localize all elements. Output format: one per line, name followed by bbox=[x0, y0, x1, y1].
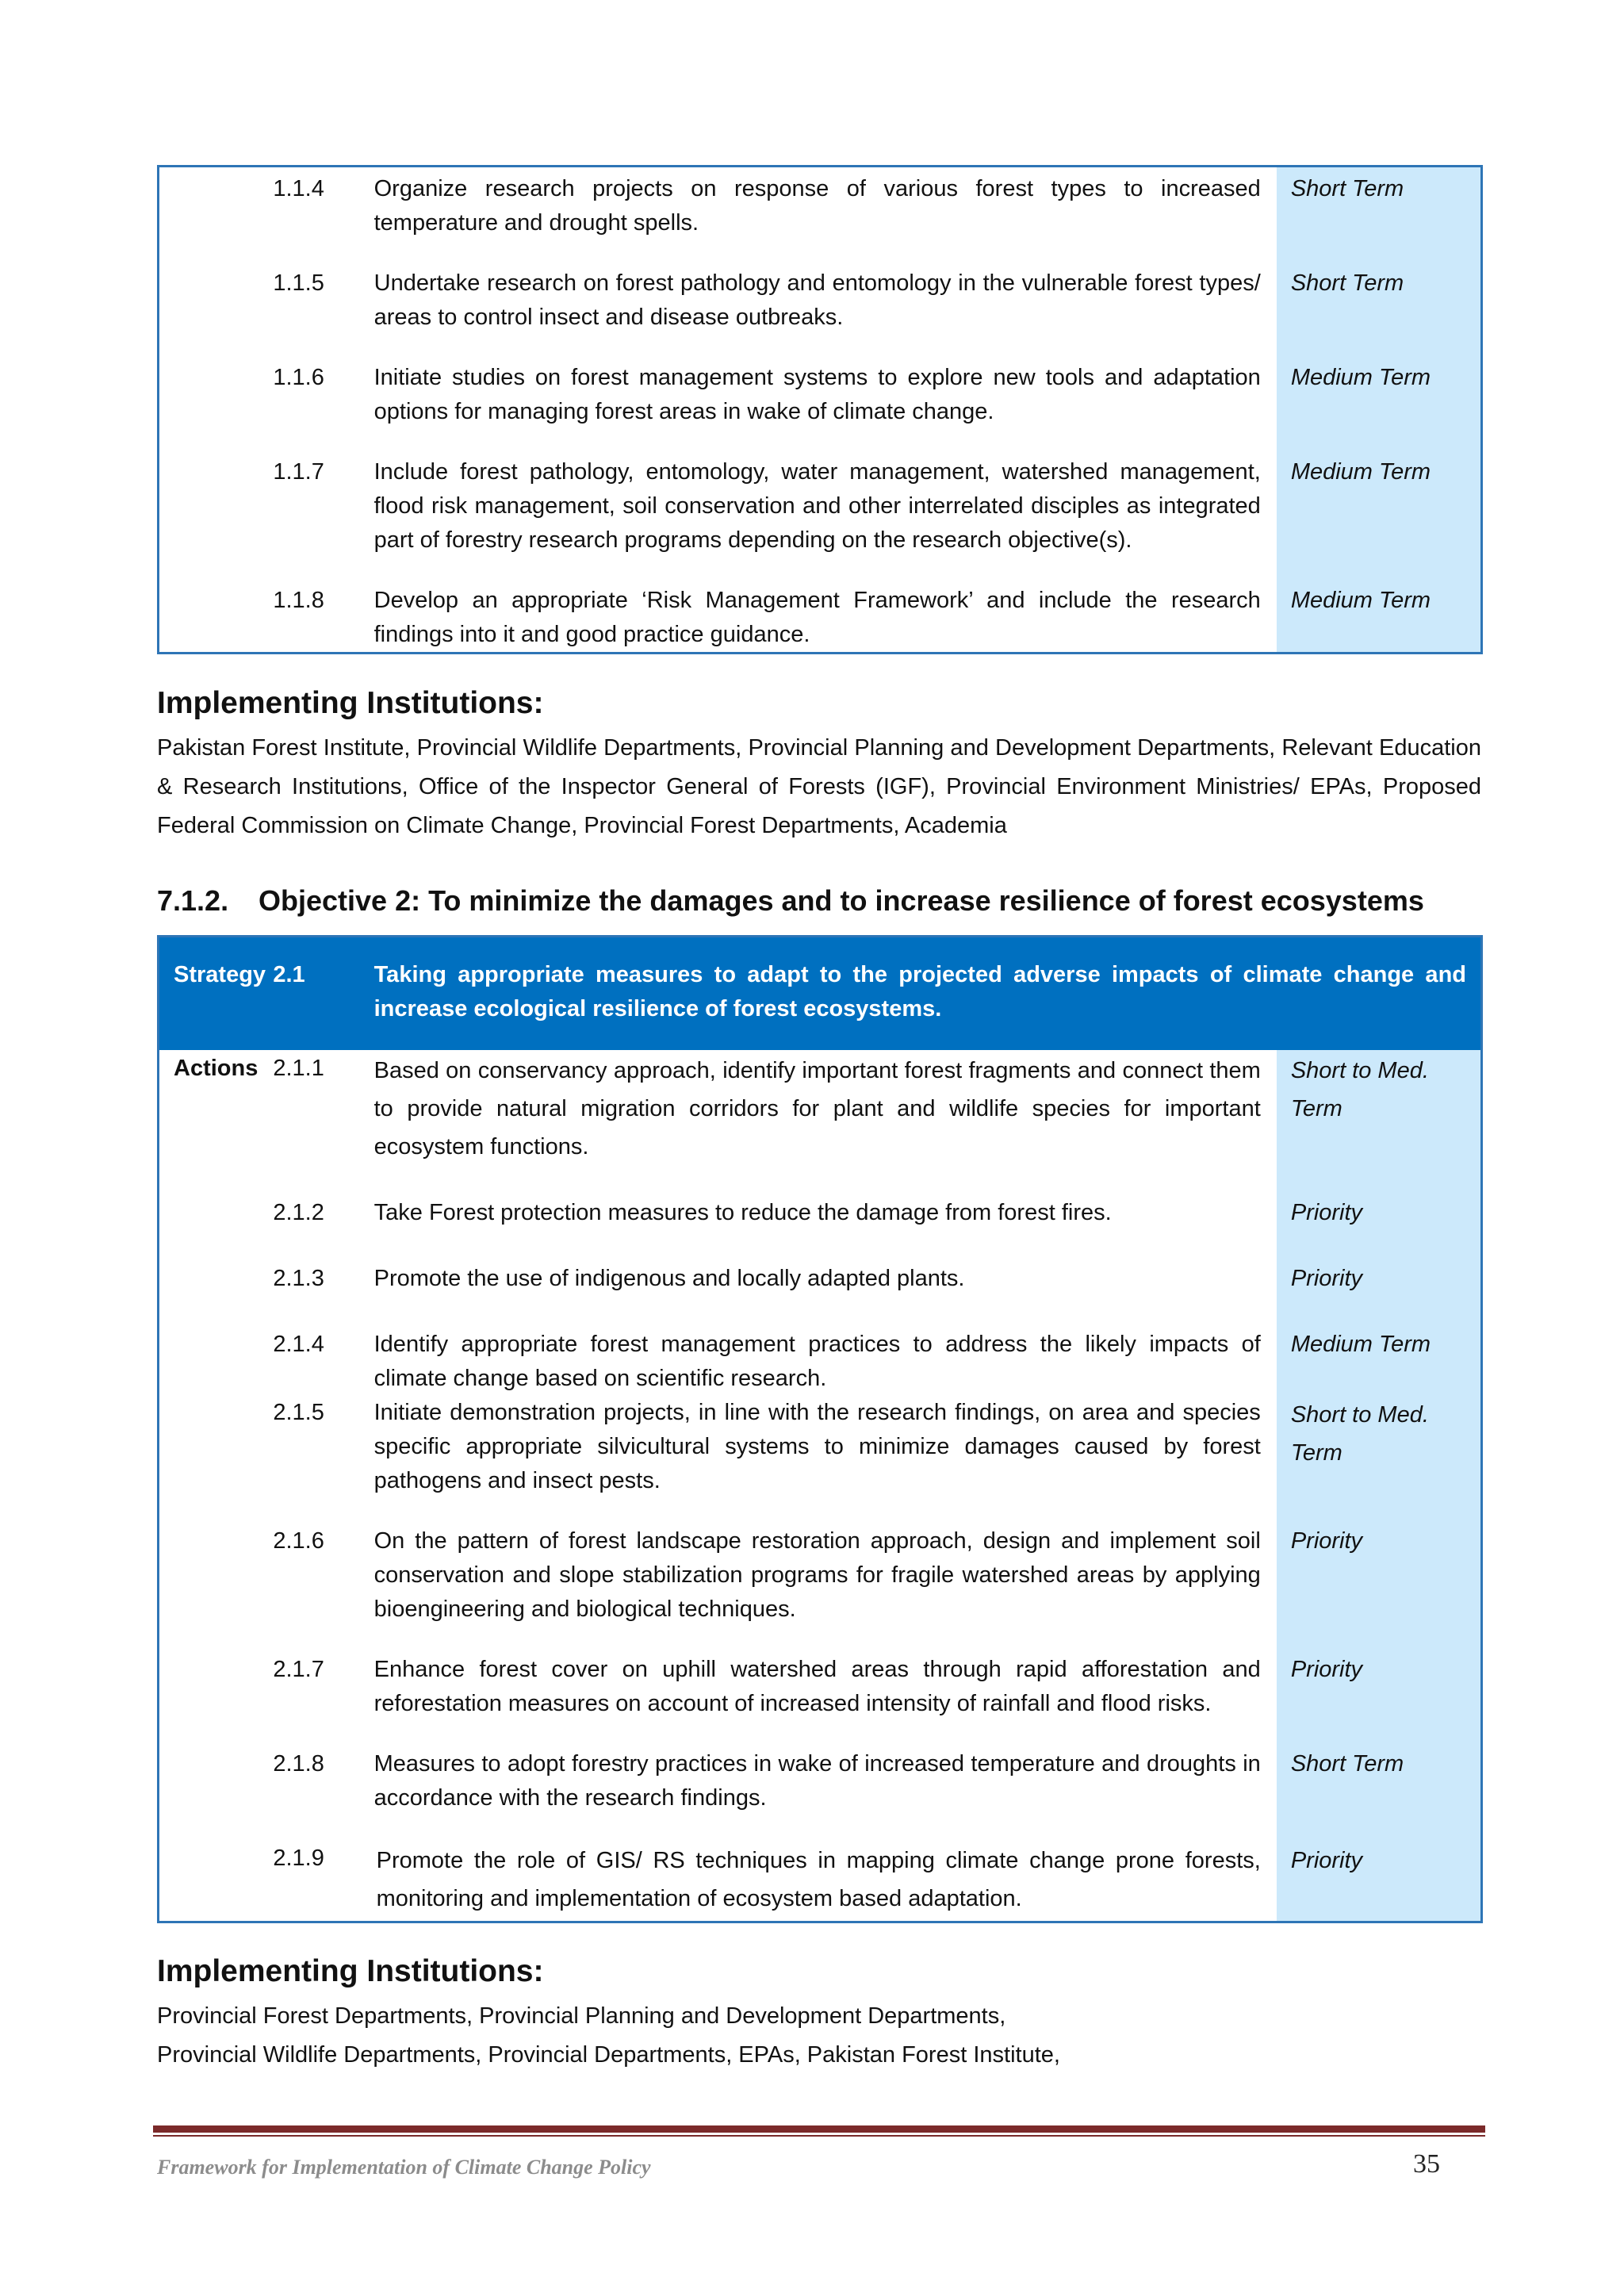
strategy-label: Strategy bbox=[159, 937, 274, 1051]
action-term: Short Term bbox=[1277, 266, 1482, 361]
institutions-line-2: Provincial Wildlife Departments, Provincial Departments, EPAs, Pakistan Forest Institute, bbox=[157, 2042, 1060, 2068]
page-number: 35 bbox=[1413, 2149, 1440, 2179]
action-number: 2.1.1 bbox=[273, 1056, 324, 1081]
action-number: 1.1.5 bbox=[273, 270, 324, 296]
action-number: 2.1.7 bbox=[273, 1657, 324, 1682]
action-term: Medium Term bbox=[1277, 361, 1482, 455]
action-term: Medium Term bbox=[1277, 1328, 1482, 1396]
action-term: Short to Med. Term bbox=[1277, 1396, 1482, 1524]
actions-table-objective-1 bbox=[157, 165, 1483, 654]
action-text: Develop an appropriate ‘Risk Management Framework’ and include the research findings into it and good practice guidance. bbox=[373, 588, 1261, 647]
strategy-actions-table-objective-2 bbox=[157, 935, 1483, 1923]
action-number: 1.1.6 bbox=[273, 365, 324, 390]
action-term: Priority bbox=[1277, 1524, 1482, 1653]
table-row bbox=[159, 1328, 1482, 1396]
objective-number: 7.1.2. bbox=[157, 884, 229, 917]
table-row bbox=[159, 455, 1482, 584]
action-text: Initiate studies on forest management systems to explore new tools and adaptation options for managing forest areas in wake of climate change. bbox=[373, 365, 1261, 424]
action-text: Identify appropriate forest management practices to address the likely impacts of climate change based on scientific research. bbox=[373, 1332, 1261, 1391]
footer-divider bbox=[153, 2125, 1485, 2133]
objective-title: Objective 2: To minimize the damages and to increase resilience of forest ecosystems bbox=[259, 884, 1424, 917]
implementing-institutions-text: Pakistan Forest Institute, Provincial Wildlife Departments, Provincial Planning and Development Departments, Relevant Education & Research Institutions, Office of the Inspector General of Forests (IGF), Provincial Environment Ministries/ EPAs, Proposed Federal Commission on Climate Change, Provincial Forest Departments, Academia bbox=[157, 735, 1481, 838]
implementing-institutions-heading: Implementing Institutions: bbox=[157, 686, 544, 720]
table-row bbox=[159, 1653, 1482, 1747]
table-row bbox=[159, 1050, 1482, 1196]
implementing-institutions-text-2 bbox=[157, 1997, 1481, 2075]
table-row bbox=[159, 584, 1482, 654]
action-term: Medium Term bbox=[1277, 455, 1482, 584]
footer-document-title: Framework for Implementation of Climate Change Policy bbox=[157, 2156, 651, 2179]
action-text: Take Forest protection measures to reduce the damage from forest fires. bbox=[373, 1200, 1112, 1225]
action-term: Priority bbox=[1277, 1196, 1482, 1262]
action-text: Measures to adopt forestry practices in wake of increased temperature and droughts in accordance with the research findings. bbox=[373, 1751, 1261, 1811]
strategy-row bbox=[159, 937, 1482, 1051]
action-text: Promote the role of GIS/ RS techniques in mapping climate change prone forests, monitoring and implementation of ecosystem based adaptation. bbox=[376, 1848, 1261, 1911]
table-row bbox=[159, 167, 1482, 267]
action-number: 2.1.2 bbox=[273, 1200, 324, 1225]
action-number: 2.1.9 bbox=[273, 1846, 324, 1871]
action-term: Short Term bbox=[1277, 167, 1482, 267]
action-number: 1.1.8 bbox=[273, 588, 324, 613]
footer-divider-thin bbox=[153, 2135, 1485, 2137]
action-number: 1.1.4 bbox=[273, 176, 324, 201]
action-term: Short to Med. Term bbox=[1277, 1050, 1482, 1196]
action-number: 2.1.6 bbox=[273, 1528, 324, 1554]
action-number: 1.1.7 bbox=[273, 459, 324, 485]
action-text: Organize research projects on response of various forest types to increased temperature and drought spells. bbox=[373, 176, 1261, 236]
action-number: 2.1.5 bbox=[273, 1400, 324, 1425]
table-row bbox=[159, 361, 1482, 455]
action-term: Priority bbox=[1277, 1842, 1482, 1922]
table-row bbox=[159, 266, 1482, 361]
table-row bbox=[159, 1842, 1482, 1922]
table-row bbox=[159, 1262, 1482, 1328]
action-text: Undertake research on forest pathology and entomology in the vulnerable forest types/ areas to control insect and disease outbreaks. bbox=[373, 270, 1261, 330]
table-row bbox=[159, 1196, 1482, 1262]
table-row bbox=[159, 1396, 1482, 1524]
strategy-text: Taking appropriate measures to adapt to the projected adverse impacts of climate change and increase ecological resilience of forest ecosystems. bbox=[374, 937, 1482, 1051]
action-number: 2.1.8 bbox=[273, 1751, 324, 1777]
action-term: Priority bbox=[1277, 1262, 1482, 1328]
actions-label: Actions bbox=[174, 1056, 259, 1081]
action-term: Priority bbox=[1277, 1653, 1482, 1747]
strategy-number: 2.1 bbox=[273, 937, 373, 1051]
table-row bbox=[159, 1747, 1482, 1842]
action-text: On the pattern of forest landscape restoration approach, design and implement soil conservation and slope stabilization programs for fragile watershed areas by applying bioengineering and biological techniques. bbox=[373, 1528, 1261, 1622]
objective-heading bbox=[157, 882, 1424, 920]
action-term: Medium Term bbox=[1277, 584, 1482, 654]
institutions-line-1: Provincial Forest Departments, Provincial Planning and Development Departments, bbox=[157, 2003, 1006, 2029]
action-number: 2.1.4 bbox=[273, 1332, 324, 1357]
action-text: Enhance forest cover on uphill watershed areas through rapid afforestation and reforestation measures on account of increased intensity of rainfall and flood risks. bbox=[373, 1657, 1261, 1716]
implementing-institutions-heading-2: Implementing Institutions: bbox=[157, 1954, 544, 1988]
action-text: Include forest pathology, entomology, water management, watershed management, flood risk management, soil conservation and other interrelated disciples as integrated part of forestry research programs depending on the research objective(s). bbox=[373, 459, 1261, 553]
action-term: Short Term bbox=[1277, 1747, 1482, 1842]
table-row bbox=[159, 1524, 1482, 1653]
action-text: Promote the use of indigenous and locally adapted plants. bbox=[373, 1266, 965, 1291]
action-text: Initiate demonstration projects, in line with the research findings, on area and species specific appropriate silvicultural systems to minimize damages caused by forest pathogens and insect pests. bbox=[373, 1400, 1261, 1493]
action-number: 2.1.3 bbox=[273, 1266, 324, 1291]
action-text: Based on conservancy approach, identify important forest fragments and connect them to provide natural migration corridors for plant and wildlife species for important ecosystem functions. bbox=[373, 1058, 1261, 1159]
